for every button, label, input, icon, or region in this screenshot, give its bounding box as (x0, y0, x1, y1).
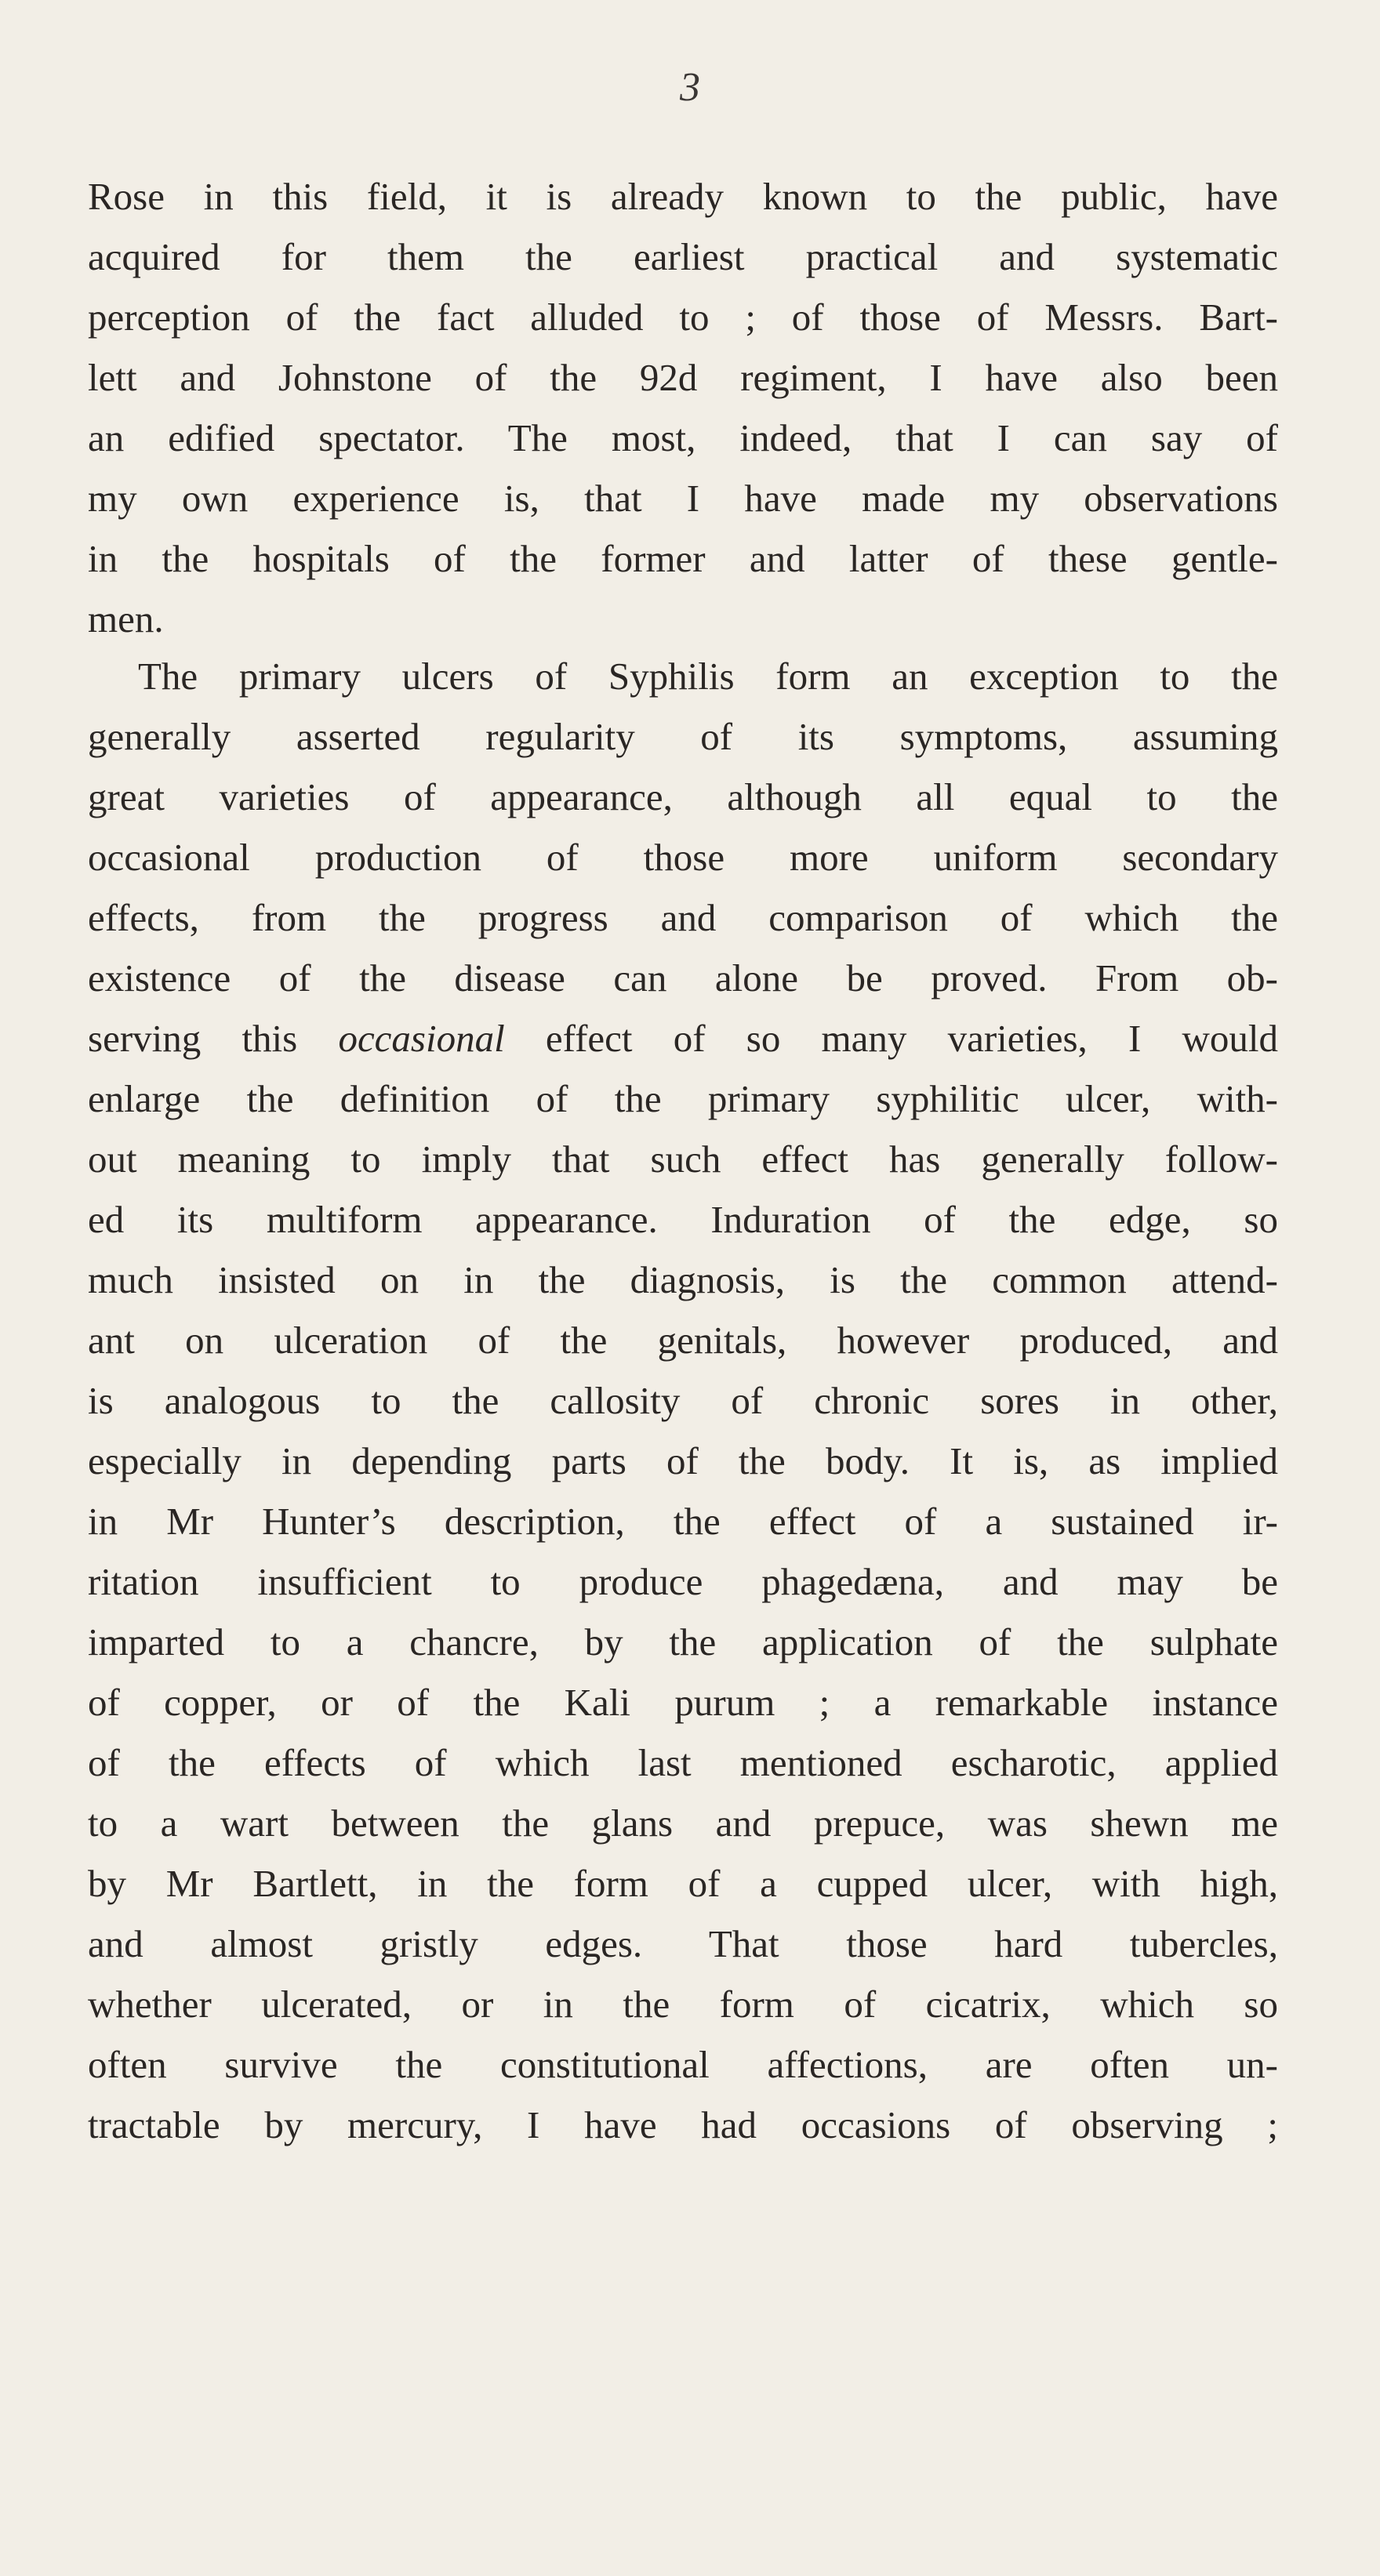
text-line: is analogous to the callosity of chronic sores in other, (88, 1379, 1278, 1422)
page-number: 3 (680, 65, 700, 110)
text-line: enlarge the definition of the primary syphilitic ulcer, with- (88, 1077, 1278, 1120)
text-segment: serving this (88, 1017, 339, 1060)
text-line: especially in depending parts of the body. It is, as implied (88, 1439, 1278, 1482)
text-line: The primary ulcers of Syphilis form an exception to the (138, 655, 1278, 698)
text-line: ant on ulceration of the genitals, however produced, and (88, 1319, 1278, 1362)
text-line: occasional production of those more uniform secondary (88, 836, 1278, 879)
text-line: ed its multiform appearance. Induration of the edge, so (88, 1198, 1278, 1241)
text-line: often survive the constitutional affections, are often un- (88, 2043, 1278, 2086)
text-line: to a wart between the glans and prepuce, was shewn me (88, 1801, 1278, 1845)
text-line: in Mr Hunter’s description, the effect of a sustained ir- (88, 1500, 1278, 1543)
text-line: great varieties of appearance, although all equal to the (88, 775, 1278, 818)
text-segment: effect of so many varieties, I would (504, 1017, 1278, 1060)
text-line: whether ulcerated, or in the form of cicatrix, which so (88, 1983, 1278, 2026)
text-line: acquired for them the earliest practical and systematic (88, 235, 1278, 278)
text-line: much insisted on in the diagnosis, is the common attend- (88, 1258, 1278, 1301)
paragraph-2 (88, 646, 1278, 2155)
text-line (88, 1008, 1278, 1068)
text-line: an edified spectator. The most, indeed, that I can say of (88, 416, 1278, 459)
text-line: men. (88, 597, 164, 640)
text-line: out meaning to imply that such effect has generally follow- (88, 1137, 1278, 1181)
text-line: existence of the disease can alone be proved. From ob- (88, 956, 1278, 1000)
text-line: tractable by mercury, I have had occasions of observing ; (88, 2103, 1278, 2146)
text-line: by Mr Bartlett, in the form of a cupped ulcer, with high, (88, 1862, 1278, 1905)
text-line: perception of the fact alluded to ; of those of Messrs. Bart- (88, 296, 1278, 339)
text-line: imparted to a chancre, by the application of the sulphate (88, 1620, 1278, 1664)
text-line: in the hospitals of the former and latter of these gentle- (88, 537, 1278, 580)
italic-emphasis: occasional (338, 1017, 505, 1060)
text-line: of the effects of which last mentioned escharotic, applied (88, 1741, 1278, 1784)
text-line: and almost gristly edges. That those hard tubercles, (88, 1922, 1278, 1965)
text-line: Rose in this field, it is already known to the public, have (88, 175, 1278, 218)
text-line: ritation insufficient to produce phagedæna, and may be (88, 1560, 1278, 1603)
text-line: of copper, or of the Kali purum ; a remarkable instance (88, 1681, 1278, 1724)
text-line: effects, from the progress and comparison of which the (88, 896, 1278, 939)
text-line: generally asserted regularity of its symptoms, assuming (88, 715, 1278, 758)
text-line: my own experience is, that I have made my observations (88, 477, 1278, 520)
text-line: lett and Johnstone of the 92d regiment, I have also been (88, 356, 1278, 399)
paragraph-1 (88, 166, 1278, 649)
